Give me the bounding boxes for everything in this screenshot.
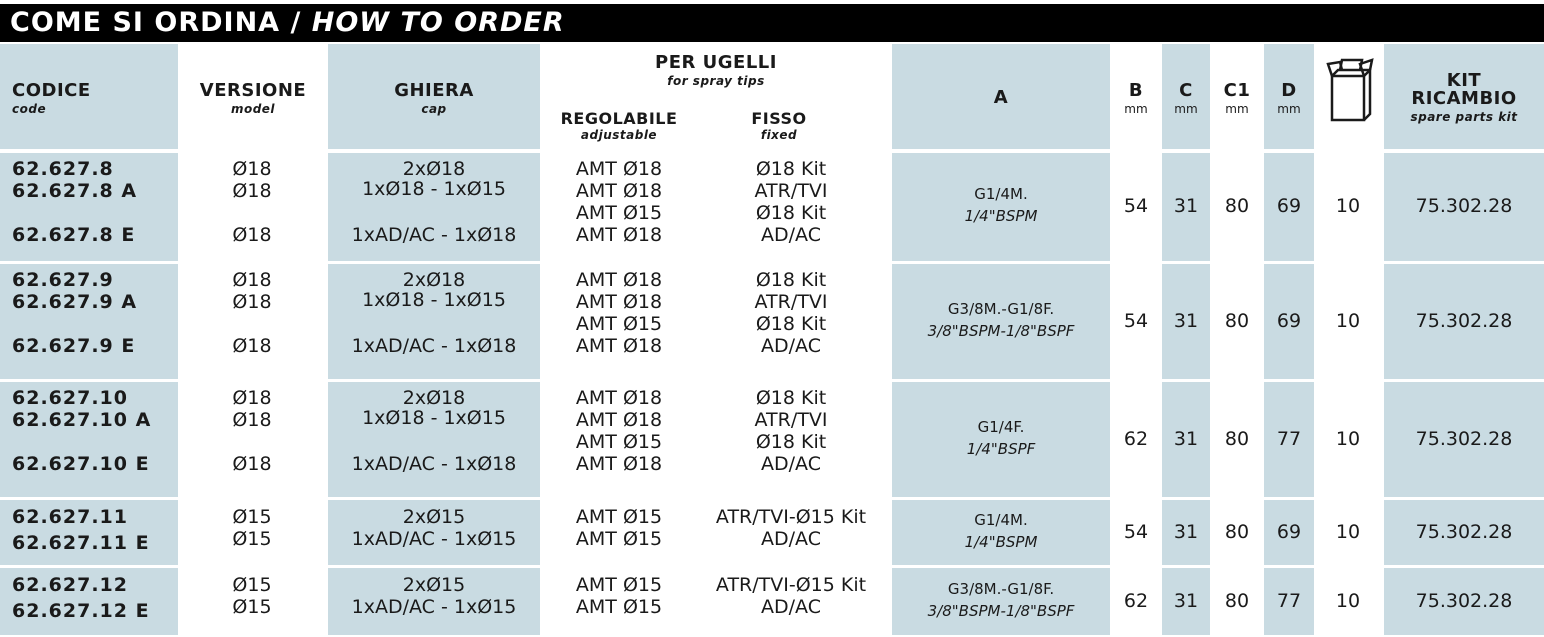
product-code: 62.627.10 [12,387,128,409]
regolabile-value: AMT Ø18 [575,158,663,180]
cell-codes [0,382,178,497]
cell-c [1162,382,1210,497]
fisso-value: ATR/TVI [754,409,828,431]
cell-qty [1316,153,1380,261]
product-code: 62.627.9 E [12,335,136,357]
header-ghiera-sub: cap [421,102,447,116]
cell-c [1162,153,1210,261]
header-ghiera [328,44,540,149]
title-italic: HOW TO ORDER [311,7,565,38]
cell-reg [544,382,888,497]
ghiera-value: 1xAD/AC - 1xØ18 [351,335,517,357]
cell-a [892,382,1110,497]
cell-versions [182,264,324,379]
regolabile-value: AMT Ø15 [575,528,663,550]
product-code: 62.627.8 A [12,180,138,202]
cell-d [1264,264,1314,379]
dim-c1-value: 80 [1224,589,1250,612]
ghiera-value: 2xØ15 [402,574,466,596]
dim-d-value: 69 [1276,195,1302,217]
header-regolabile [544,110,694,142]
cell-kit [1384,382,1544,497]
header-kit-label-2: RICAMBIO [1411,88,1517,109]
dim-c-value: 31 [1173,520,1199,543]
header-per-ugelli-sub: for spray tips [667,74,765,88]
header-fisso [704,110,854,142]
regolabile-value: AMT Ø15 [575,202,663,224]
version-value: Ø18 [232,180,272,202]
cell-c1 [1212,500,1262,565]
dim-d-value: 77 [1276,427,1302,450]
fisso-value: AD/AC [761,335,821,357]
thread-bsp-value: 3/8"BSPM-1/8"BSPF [927,321,1075,340]
dim-b-value: 54 [1123,195,1149,217]
dim-kit-value: 75.302.28 [1415,520,1513,543]
ghiera-value: 2xØ18 [402,158,466,180]
cell-kit [1384,568,1544,635]
cell-reg [544,500,888,565]
header-codice-sub: code [12,102,47,116]
title-main: COME SI ORDINA / [10,7,312,38]
cell-codes [0,500,178,565]
regolabile-value: AMT Ø15 [575,596,663,618]
header-kit [1384,44,1544,149]
header-a [892,44,1110,149]
cell-versions [182,500,324,565]
header-c [1162,44,1210,149]
version-value: Ø15 [232,574,272,596]
cell-d [1264,500,1314,565]
ghiera-value: 2xØ18 [402,269,466,291]
header-d-sub: mm [1277,102,1301,116]
header-kit-label-1: KIT [1446,70,1482,91]
regolabile-value: AMT Ø18 [575,409,663,431]
cell-codes [0,153,178,261]
cell-c [1162,500,1210,565]
cell-a [892,500,1110,565]
cell-b [1112,568,1160,635]
product-code: 62.627.10 A [12,409,152,431]
thread-value: G3/8M.-G1/8F. [947,299,1055,318]
cell-kit [1384,500,1544,565]
dim-b-value: 62 [1123,427,1149,450]
version-value: Ø18 [232,158,272,180]
header-codice-label: CODICE [12,80,91,101]
dim-c1-value: 80 [1224,309,1250,332]
header-fisso-sub: fixed [760,128,798,142]
cell-b [1112,264,1160,379]
version-value: Ø18 [232,453,272,475]
header-b-sub: mm [1124,102,1148,116]
box-icon [1326,58,1374,126]
dim-qty-value: 10 [1335,309,1361,332]
cell-ghiera [328,153,540,261]
version-value: Ø15 [232,528,272,550]
regolabile-value: AMT Ø18 [575,269,663,291]
fisso-value: ATR/TVI-Ø15 Kit [715,506,867,528]
header-fisso-label: FISSO [751,109,807,128]
cell-c1 [1212,264,1262,379]
dim-kit-value: 75.302.28 [1415,589,1513,612]
cell-versions [182,382,324,497]
dim-c1-value: 80 [1224,195,1250,217]
product-code: 62.627.9 A [12,291,138,313]
ghiera-value: 1xAD/AC - 1xØ15 [351,596,517,618]
ghiera-value: 2xØ18 [402,387,466,409]
cell-c1 [1212,153,1262,261]
cell-c1 [1212,382,1262,497]
dim-b-value: 54 [1123,520,1149,543]
thread-bsp-value: 3/8"BSPM-1/8"BSPF [927,601,1075,620]
dim-b-value: 62 [1123,589,1149,612]
cell-c1 [1212,568,1262,635]
cell-qty [1316,500,1380,565]
dim-c-value: 31 [1173,195,1199,217]
cell-a [892,568,1110,635]
fisso-value: ATR/TVI [754,180,828,202]
cell-qty [1316,382,1380,497]
cell-ghiera [328,382,540,497]
product-code: 62.627.10 E [12,453,150,475]
ghiera-value: 1xAD/AC - 1xØ18 [351,453,517,475]
dim-c-value: 31 [1173,427,1199,450]
dim-kit-value: 75.302.28 [1415,195,1513,217]
dim-d-value: 69 [1276,520,1302,543]
dim-qty-value: 10 [1335,195,1361,217]
header-versione-label: VERSIONE [199,80,307,101]
cell-qty [1316,264,1380,379]
fisso-value: AD/AC [761,224,821,246]
regolabile-value: AMT Ø18 [575,335,663,357]
header-c1-label: C1 [1223,80,1251,101]
thread-value: G1/4F. [977,417,1025,436]
fisso-value: AD/AC [761,596,821,618]
thread-bsp-value: 1/4"BSPF [966,439,1036,458]
dim-kit-value: 75.302.28 [1415,309,1513,332]
thread-value: G1/4M. [974,185,1028,203]
ghiera-value: 2xØ15 [402,506,466,528]
cell-d [1264,153,1314,261]
dim-qty-value: 10 [1335,427,1361,450]
regolabile-value: AMT Ø18 [575,453,663,475]
dim-c-value: 31 [1173,309,1199,332]
fisso-value: Ø18 Kit [755,202,827,224]
cell-reg [544,568,888,635]
version-value: Ø15 [232,506,272,528]
dim-c1-value: 80 [1224,520,1250,543]
cell-kit [1384,264,1544,379]
ghiera-value: 1xØ18 - 1xØ15 [362,407,506,429]
regolabile-value: AMT Ø18 [575,180,663,202]
cell-reg [544,264,888,379]
header-c-sub: mm [1174,102,1198,116]
regolabile-value: AMT Ø18 [575,387,663,409]
header-c1 [1212,44,1262,149]
version-value: Ø18 [232,269,272,291]
ghiera-value: 1xAD/AC - 1xØ18 [351,224,517,246]
cell-codes [0,264,178,379]
header-d-label: D [1281,80,1297,101]
product-code: 62.627.11 E [12,532,150,554]
regolabile-value: AMT Ø15 [575,431,663,453]
ghiera-value: 1xAD/AC - 1xØ15 [351,528,517,550]
header-versione [182,44,324,149]
fisso-value: Ø18 Kit [755,313,827,335]
version-value: Ø15 [232,596,272,618]
header-regolabile-label: REGOLABILE [560,109,678,128]
cell-versions [182,568,324,635]
cell-b [1112,500,1160,565]
header-per-ugelli-label: PER UGELLI [655,52,777,73]
cell-a [892,264,1110,379]
header-a-label: A [993,87,1009,108]
title-bar [0,4,1544,42]
dim-qty-value: 10 [1335,589,1361,612]
thread-bsp-value: 1/4"BSPM [964,532,1038,551]
header-ghiera-label: GHIERA [394,80,474,101]
version-value: Ø18 [232,291,272,313]
cell-kit [1384,153,1544,261]
thread-value: G3/8M.-G1/8F. [947,579,1055,598]
cell-ghiera [328,500,540,565]
product-code: 62.627.9 [12,269,114,291]
header-pack [1316,44,1380,149]
thread-value: G1/4M. [974,510,1028,529]
product-code: 62.627.12 [12,574,128,596]
header-c1-sub: mm [1225,102,1249,116]
header-regolabile-sub: adjustable [580,128,658,142]
fisso-value: Ø18 Kit [755,158,827,180]
regolabile-value: AMT Ø15 [575,313,663,335]
ghiera-value: 1xØ18 - 1xØ15 [362,289,506,311]
dim-kit-value: 75.302.28 [1415,427,1513,450]
fisso-value: AD/AC [761,528,821,550]
regolabile-value: AMT Ø18 [575,224,663,246]
regolabile-value: AMT Ø15 [575,574,663,596]
cell-d [1264,568,1314,635]
regolabile-value: AMT Ø18 [575,291,663,313]
dim-d-value: 69 [1276,309,1302,332]
version-value: Ø18 [232,224,272,246]
cell-b [1112,153,1160,261]
cell-qty [1316,568,1380,635]
header-codice [0,44,178,149]
header-versione-sub: model [230,102,276,116]
fisso-value: AD/AC [761,453,821,475]
page-title [10,7,565,38]
version-value: Ø18 [232,387,272,409]
cell-c [1162,264,1210,379]
fisso-value: Ø18 Kit [755,387,827,409]
header-b-label: B [1128,80,1144,101]
version-value: Ø18 [232,335,272,357]
dim-d-value: 77 [1276,589,1302,612]
fisso-value: ATR/TVI [754,291,828,313]
header-per-ugelli [544,44,888,149]
cell-reg [544,153,888,261]
header-b [1112,44,1160,149]
cell-codes [0,568,178,635]
cell-b [1112,382,1160,497]
cell-versions [182,153,324,261]
product-code: 62.627.8 [12,158,114,180]
header-d [1264,44,1314,149]
dim-qty-value: 10 [1335,520,1361,543]
header-kit-sub: spare parts kit [1410,110,1518,124]
fisso-value: Ø18 Kit [755,269,827,291]
cell-a [892,153,1110,261]
thread-bsp-value: 1/4"BSPM [964,207,1038,225]
fisso-value: ATR/TVI-Ø15 Kit [715,574,867,596]
regolabile-value: AMT Ø15 [575,506,663,528]
product-code: 62.627.11 [12,506,128,528]
cell-ghiera [328,264,540,379]
cell-d [1264,382,1314,497]
product-code: 62.627.8 E [12,224,136,246]
product-code: 62.627.12 E [12,600,150,622]
cell-ghiera [328,568,540,635]
ghiera-value: 1xØ18 - 1xØ15 [362,178,506,200]
dim-b-value: 54 [1123,309,1149,332]
dim-c-value: 31 [1173,589,1199,612]
fisso-value: Ø18 Kit [755,431,827,453]
dim-c1-value: 80 [1224,427,1250,450]
version-value: Ø18 [232,409,272,431]
header-c-label: C [1179,80,1193,101]
cell-c [1162,568,1210,635]
